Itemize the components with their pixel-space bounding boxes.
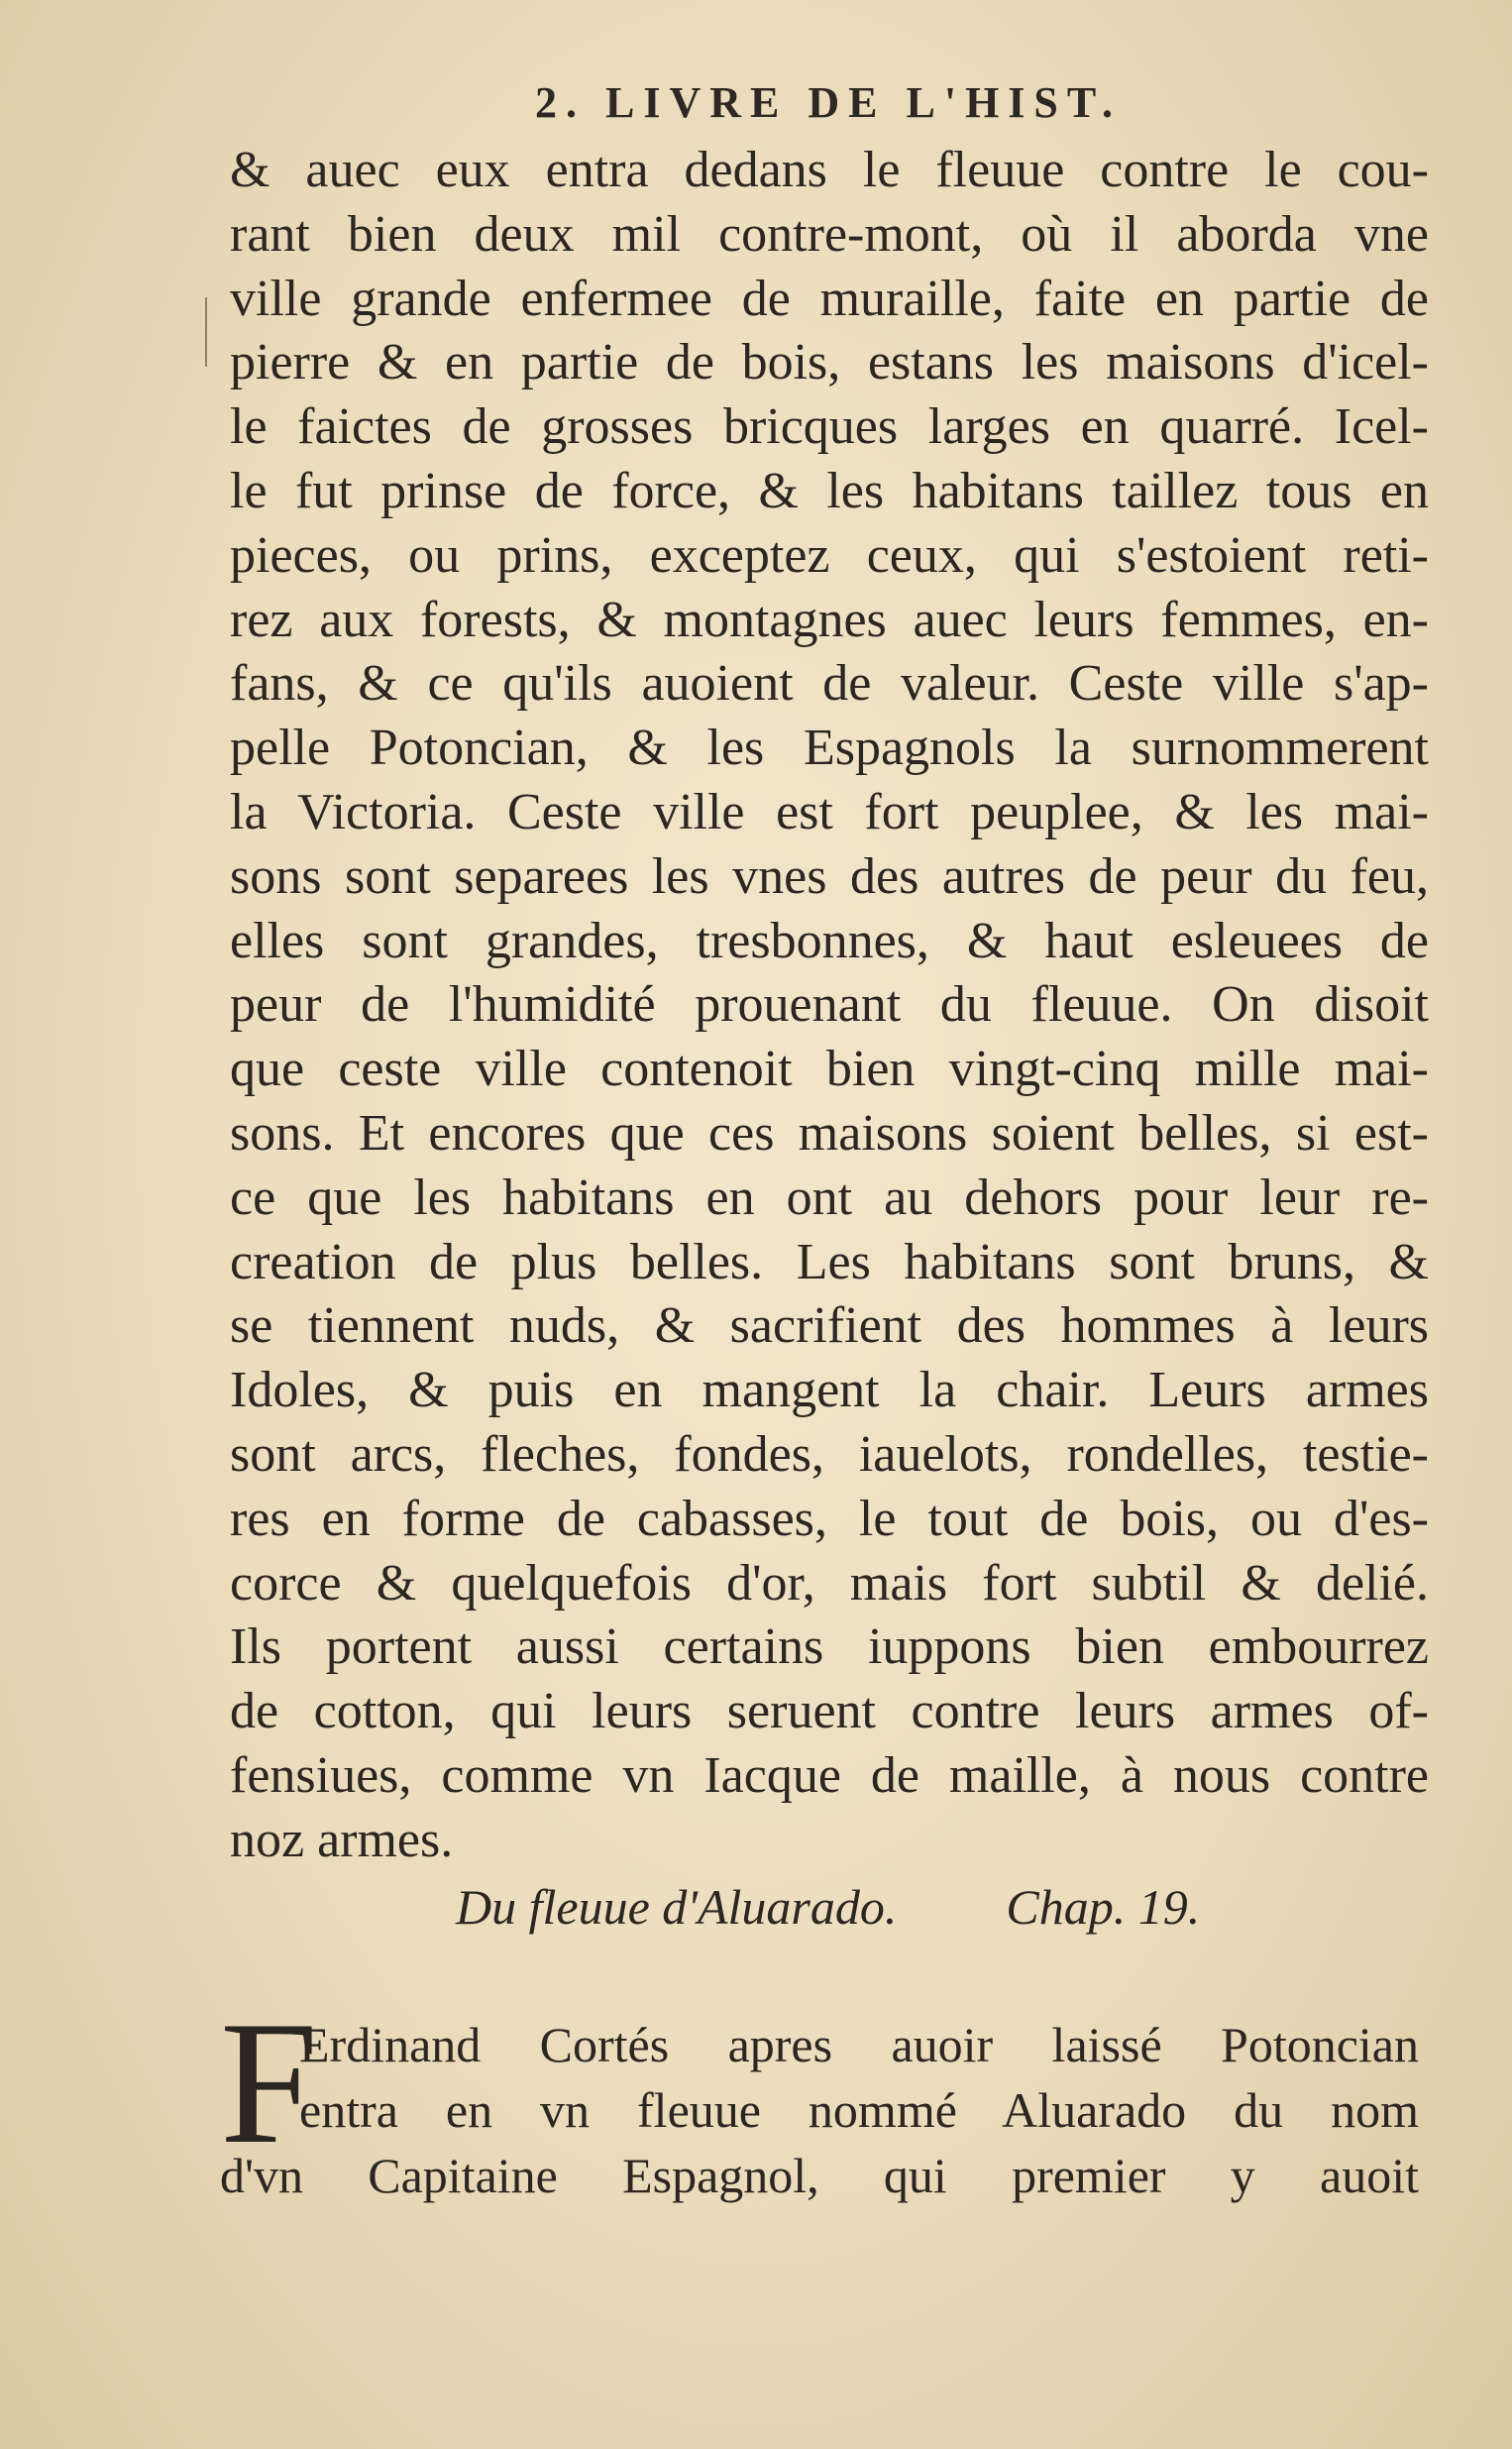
text-line: le faictes de grosses bricques larges en quarré. Icel- xyxy=(230,398,1429,456)
text-line: peur de l'humidité prouenant du fleuue. On disoit xyxy=(230,976,1429,1034)
text-line: fensiues, comme vn Iacque de maille, à nous contre xyxy=(230,1746,1429,1804)
chapter-text xyxy=(220,2012,1419,2208)
text-line: creation de plus belles. Les habitans sont bruns, & xyxy=(230,1233,1429,1290)
text-line: de cotton, qui leurs seruent contre leurs armes of- xyxy=(230,1683,1429,1740)
text-line: d'vn Capitaine Espagnol, qui premier y auoit xyxy=(220,2148,1419,2203)
text-line: corce & quelquefois d'or, mais fort subtil & delié. xyxy=(230,1554,1429,1612)
text-line: Idoles, & puis en mangent la chair. Leurs armes xyxy=(230,1362,1429,1419)
text-line: elles sont grandes, tresbonnes, & haut esleuees de xyxy=(230,912,1429,969)
text-line: Erdinand Cortés apres auoir laissé Potoncian xyxy=(299,2017,1419,2072)
text-line: le fut prinse de force, & les habitans taillez tous en xyxy=(230,462,1429,519)
text-line: & auec eux entra dedans le fleuue contre le cou- xyxy=(230,142,1429,198)
text-line: sons sont separees les vnes des autres de peur du feu, xyxy=(230,847,1429,905)
text-line: ville grande enfermee de muraille, faite en partie de xyxy=(230,270,1429,327)
running-head: 2. LIVRE DE L'HIST. xyxy=(535,78,1122,127)
text-line: ce que les habitans en ont au dehors pour leur re- xyxy=(230,1169,1429,1226)
text-line: rant bien deux mil contre-mont, où il aborda vne xyxy=(230,205,1429,263)
text-line: sont arcs, fleches, fondes, iauelots, rondelles, testie- xyxy=(230,1425,1429,1483)
drop-cap: F xyxy=(220,1984,318,2180)
text-line: se tiennent nuds, & sacrifient des hommes à leurs xyxy=(230,1297,1429,1355)
text-line: entra en vn fleuue nommé Aluarado du nom xyxy=(299,2082,1419,2138)
text-line: rez aux forests, & montagnes auec leurs femmes, en- xyxy=(230,591,1429,648)
text-line: pierre & en partie de bois, estans les maisons d'icel- xyxy=(230,334,1429,391)
text-line: Ils portent aussi certains iuppons bien embourrez xyxy=(230,1618,1429,1676)
text-line: res en forme de cabasses, le tout de bois, ou d'es- xyxy=(230,1490,1429,1547)
margin-rule-mark xyxy=(205,297,207,367)
text-line: pelle Potoncian, & les Espagnols la surnommerent xyxy=(230,720,1429,777)
chapter-heading xyxy=(456,1878,1200,1936)
text-line: noz armes. xyxy=(230,1811,454,1868)
chapter-title: Du fleuue d'Aluarado. xyxy=(456,1879,898,1935)
chapter-number: Chap. 19. xyxy=(1006,1879,1201,1935)
text-line: pieces, ou prins, exceptez ceux, qui s'estoient reti- xyxy=(230,526,1429,584)
text-line: que ceste ville contenoit bien vingt-cinq mille mai- xyxy=(230,1041,1429,1098)
text-line: sons. Et encores que ces maisons soient belles, si est- xyxy=(230,1104,1429,1162)
text-line: la Victoria. Ceste ville est fort peuplee, & les mai- xyxy=(230,783,1429,840)
body-text xyxy=(230,139,1429,1873)
text-line: fans, & ce qu'ils auoient de valeur. Ceste ville s'ap- xyxy=(230,655,1429,713)
